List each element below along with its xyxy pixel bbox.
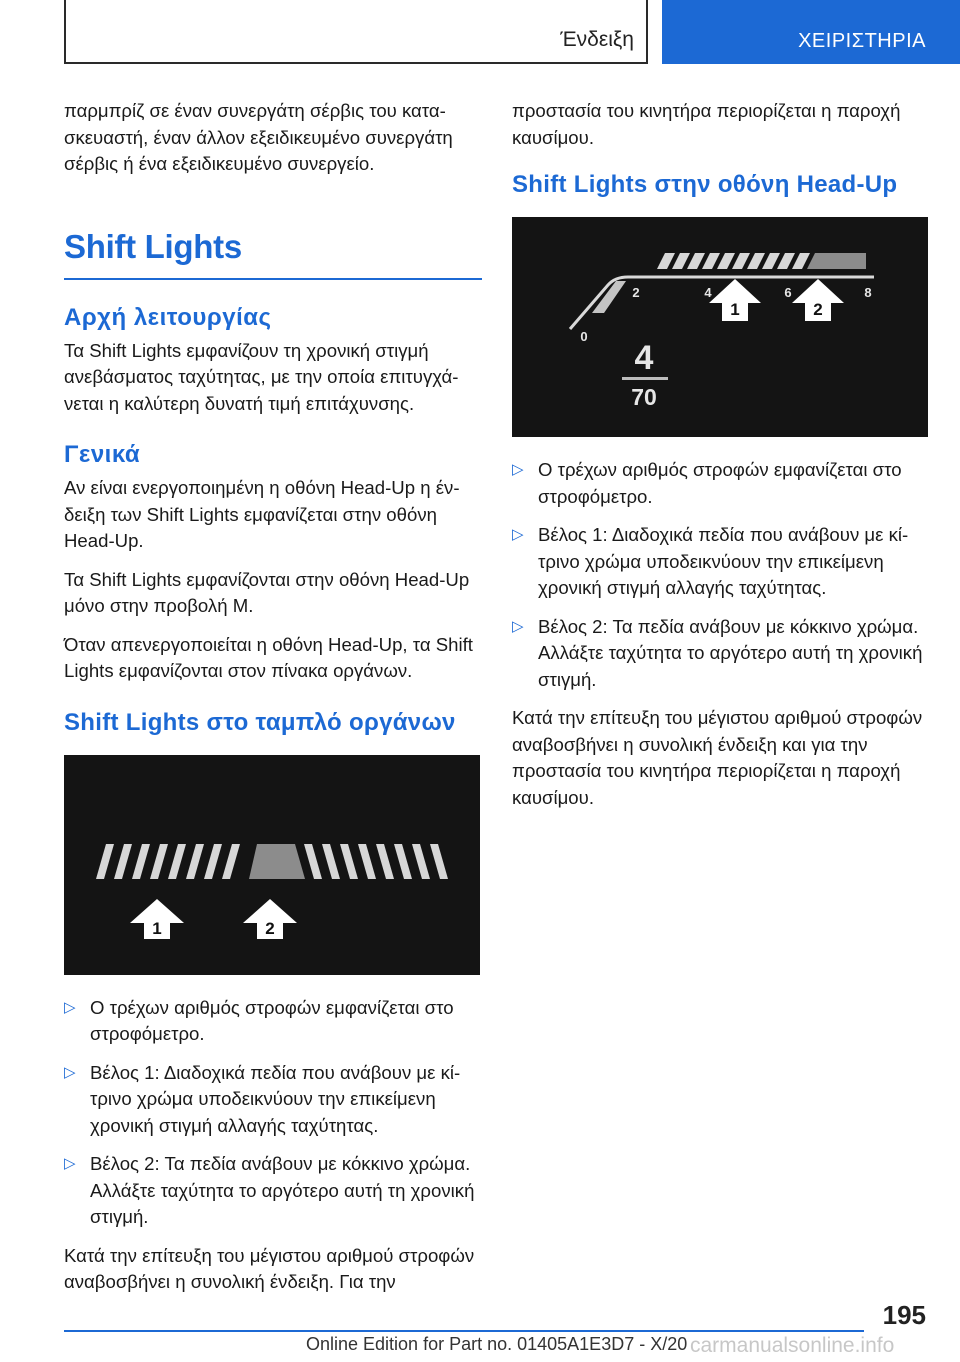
list-item: ▷ Βέλος 1: Διαδοχικά πεδία που ανάβουν με κίτρινο χρώμα υποδεικνύουν την επικείμενη χρονική στιγμή αλλαγής ταχύτητας.: [512, 524, 909, 598]
bullet-triangle-icon: ▷: [512, 461, 524, 478]
list-item: ▷ Βέλος 2: Τα πεδία ανάβουν με κόκκινο χρώμα. Αλλάξτε ταχύτητα το αργότερο αυτή τη χρονική στιγμή.: [512, 615, 923, 690]
section-tab-label: Ένδειξη: [560, 28, 634, 51]
list-item: ▷ Βέλος 1: Διαδοχικά πεδία που ανάβουν με κίτρινο χρώμα υποδεικνύουν την επικείμενη χρονική στιγμή αλλαγής ταχύτητας.: [64, 1061, 461, 1136]
arrow-1-icon: [130, 899, 184, 939]
hud-scale-label: 0: [580, 329, 588, 344]
closing-paragraph: Κατά την επίτευξη του μέγιστου αριθμού στροφών αναβοσβήνει η συνολική ένδειξη. Για την: [64, 1244, 475, 1292]
closing-paragraph: Κατά την επίτευξη του μέγιστου αριθμού στροφών αναβοσβήνει η συνολική ένδειξη και για την προστασία του κινητήρα περιορίζεται η παροχή καυσίμου.: [512, 707, 923, 808]
list-item: ▷ Ο τρέχων αριθμός στροφών εμφανίζεται στο στροφόμετρο.: [64, 996, 454, 1044]
arrow-1-label: 1: [152, 918, 162, 938]
watermark: carmanualsonline.info: [690, 1334, 895, 1357]
hud-scale-label: 6: [784, 285, 792, 300]
hud-scale-label: 8: [864, 285, 872, 300]
section-heading: Shift Lights: [64, 228, 482, 280]
general-paragraph-1: Αν είναι ενεργοποιημένη η οθόνη Head-Up η ένδειξη των Shift Lights εμφανίζεται στην οθόνη Head-Up.: [64, 477, 460, 551]
edition-note: Online Edition for Part no. 01405A1E3D7 - X/20: [306, 1334, 688, 1354]
subheading-hud: Shift Lights στην οθόνη Head-Up: [512, 171, 898, 198]
hud-speed: 70: [631, 384, 657, 410]
cluster-figure: [64, 755, 480, 975]
arrow-2-icon: [243, 899, 297, 939]
chapter-tab-label: ΧΕΙΡΙΣΤΗΡΙΑ: [798, 30, 926, 52]
hud-bullet-list: [512, 457, 930, 693]
bullet-triangle-icon: ▷: [64, 1063, 76, 1081]
hud-arrow-2-icon: [792, 279, 844, 321]
hud-scale-label: 4: [704, 285, 712, 300]
general-paragraph-3: Όταν απενεργοποιείται η οθόνη Head-Up, τα Shift Lights εμφανίζονται στον πίνακα οργάνων.: [64, 633, 473, 681]
hud-scale-label: 2: [632, 285, 640, 300]
list-item: ▷ Ο τρέχων αριθμός στροφών εμφανίζεται στο στροφόμετρο.: [512, 459, 902, 507]
hud-gear: 4: [634, 339, 654, 377]
bullet-triangle-icon: ▷: [512, 617, 524, 635]
principle-paragraph: Τα Shift Lights εμφανίζουν τη χρονική στιγμή ανεβάσματος ταχύτητας, με την οποία επιτυγχάνεται η καλύτερη δυνατή τιμή επιτάχυνσης.: [64, 339, 459, 414]
hud-divider: [622, 377, 668, 380]
intro-paragraph: παρμπρίζ σε έναν συνεργάτη σέρβις του κατασκευαστή, έναν άλλον εξειδικευμένο συνεργάτη σέρβις ή ένα εξειδικευμένο συνεργείο.: [64, 100, 453, 174]
subheading-cluster: Shift Lights στο ταμπλό οργάνων: [64, 708, 456, 736]
bullet-triangle-icon: ▷: [64, 1155, 76, 1172]
subheading-principle: Αρχή λειτουργίας: [64, 303, 272, 331]
bullet-triangle-icon: ▷: [64, 998, 76, 1016]
hud-arrow-2-label: 2: [813, 300, 823, 319]
hud-shift-lights-illustration: [512, 217, 928, 437]
footer-divider: [64, 1330, 864, 1332]
left-column: [64, 98, 482, 1308]
section-tab: [64, 0, 648, 64]
shift-light-segments: [96, 844, 448, 879]
cluster-shift-lights-illustration: [64, 755, 480, 975]
chapter-tab: [662, 0, 960, 64]
subheading-general: Γενικά: [64, 441, 141, 468]
hud-arrow-1-label: 1: [730, 300, 740, 319]
hud-figure: [512, 217, 928, 437]
page-number: 195: [882, 1300, 926, 1330]
right-column: [512, 98, 930, 823]
cluster-bullet-list: [64, 995, 482, 1231]
general-paragraph-2: Τα Shift Lights εμφανίζονται στην οθόνη Head-Up μόνο στην προβολή M.: [64, 568, 470, 616]
continued-paragraph: προστασία του κινητήρα περιορίζεται η παροχή καυσίμου.: [512, 100, 901, 148]
arrow-2-label: 2: [265, 918, 275, 938]
list-item: ▷ Βέλος 2: Τα πεδία ανάβουν με κόκκινο χρώμα. Αλλάξτε ταχύτητα το αργότερο αυτή τη χρονική στιγμή.: [64, 1153, 475, 1227]
bullet-triangle-icon: ▷: [512, 526, 524, 543]
hud-arrow-1-icon: [709, 279, 761, 321]
